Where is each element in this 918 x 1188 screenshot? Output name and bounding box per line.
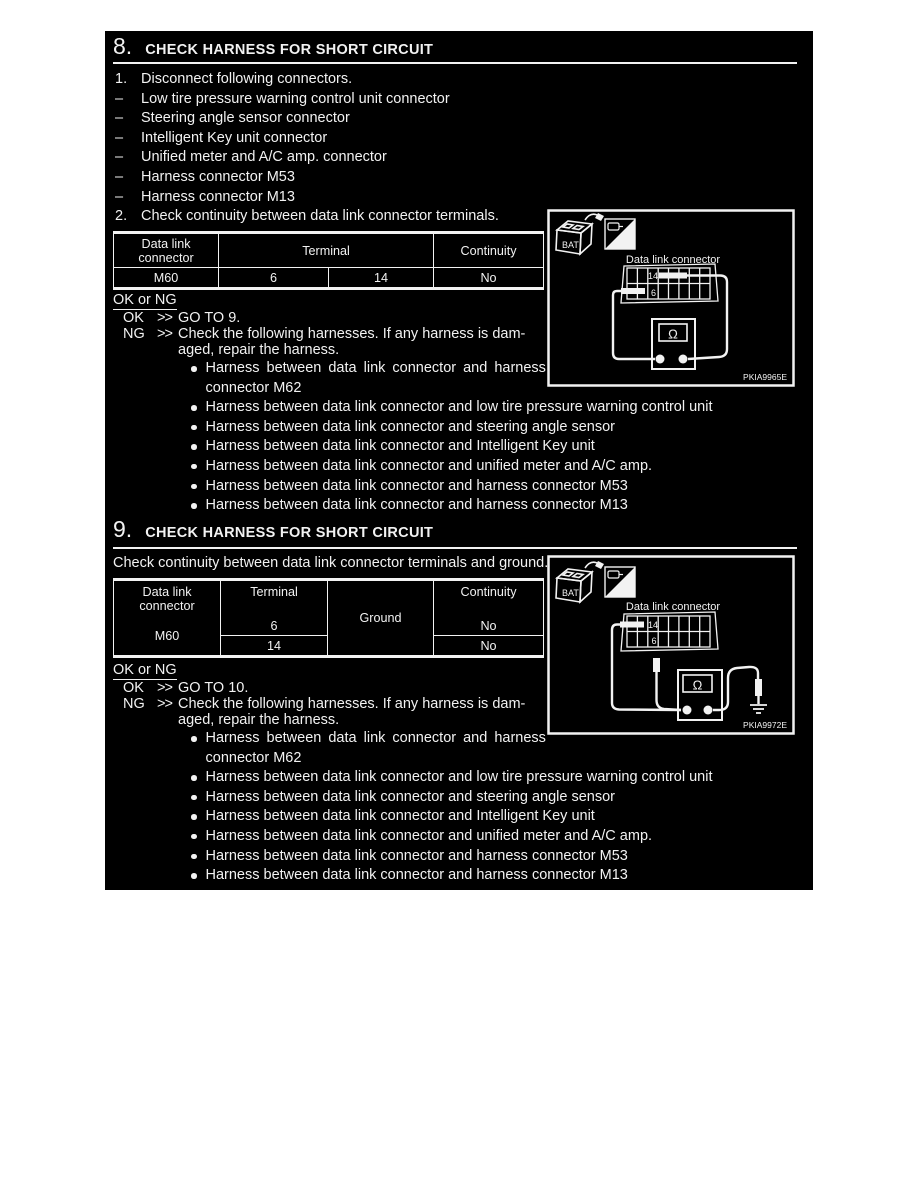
section-8-heading — [113, 33, 433, 60]
cell-terminal-a: 6 — [219, 268, 329, 289]
cell-terminal: Terminal 6 — [221, 580, 328, 636]
cell-terminal-b: 14 — [221, 636, 328, 657]
terminal-14-label: 14 — [647, 620, 659, 630]
ts-tester-icon — [605, 219, 635, 249]
bullet-icon — [191, 854, 197, 860]
bullet-icon — [191, 503, 197, 509]
ohm-symbol: Ω — [692, 677, 703, 693]
step-item: 1. Disconnect following connectors. — [115, 71, 353, 87]
terminal-6-label: 6 — [650, 288, 657, 298]
section-9-results — [123, 680, 525, 729]
result-arrow: >> — [157, 680, 172, 696]
cell-continuity-b: No — [434, 636, 544, 657]
svg-text:BAT: BAT — [562, 588, 579, 598]
continuity-table-9 — [113, 578, 544, 658]
cell-continuity: Continuity No — [434, 580, 544, 636]
list-item: Harness between data link connector and steering angle sensor — [191, 418, 751, 438]
bullet-icon — [191, 834, 197, 840]
data-link-connector-label: Data link connector — [625, 254, 721, 266]
list-item: Harness between data link connector and Intelligent Key unit — [191, 807, 751, 827]
figure-9-wiring-diagram — [547, 555, 795, 735]
bullet-icon — [191, 464, 197, 470]
ok-or-ng-label: OK or NG — [113, 292, 177, 308]
probe-terminal-14 — [659, 273, 687, 279]
bullet-icon — [191, 873, 197, 879]
list-item: Harness between data link connector and harness connector M62 — [191, 729, 751, 768]
test-leads — [612, 625, 759, 711]
table-header-continuity: Continuity — [434, 233, 544, 268]
heading-rule — [113, 62, 797, 64]
table-header-connector: Data link connector — [114, 233, 219, 268]
ohm-symbol: Ω — [668, 326, 678, 342]
data-link-connector-grid — [621, 264, 718, 303]
ohmmeter — [652, 319, 695, 369]
section-9-intro: Check continuity between data link connector terminals and ground. — [113, 555, 549, 571]
cell-connector: Data link connector M60 — [114, 580, 221, 657]
result-ng: NG >> Check the following harnesses. If any harness is dam- aged, repair the harness. — [123, 696, 526, 729]
step-item: 2. Check continuity between data link connector terminals. — [115, 208, 499, 225]
list-item: Harness between data link connector and unified meter and A/C amp. — [191, 457, 751, 477]
cell-connector: M60 — [114, 268, 219, 289]
battery-disconnect-icon — [556, 561, 604, 602]
list-item: Harness between data link connector and harness connector M53 — [191, 477, 751, 497]
result-arrow: >> — [157, 696, 172, 713]
ground-probe — [755, 679, 762, 696]
list-item: Harness between data link connector and low tire pressure warning control unit — [191, 768, 751, 788]
bullet-icon — [191, 484, 197, 490]
bullet-icon — [191, 775, 197, 781]
section-title: CHECK HARNESS FOR SHORT CIRCUIT — [145, 525, 434, 541]
list-item: Harness between data link connector and steering angle sensor — [191, 788, 751, 808]
figure-8-wiring-diagram — [547, 209, 795, 387]
bullet-icon — [191, 405, 197, 411]
step-item: – Harness connector M53 — [115, 168, 295, 185]
data-link-connector-label: Data link connector — [625, 601, 721, 613]
table-header-terminal: Terminal — [219, 233, 434, 268]
list-item: Harness between data link connector and harness connector M53 — [191, 847, 751, 867]
probe-terminal-14 — [620, 622, 644, 628]
probe-terminal-6 — [621, 288, 645, 294]
terminal-6-label: 6 — [651, 636, 657, 646]
svg-text:BAT: BAT — [562, 240, 579, 250]
svg-text:T.S.: T.S. — [617, 236, 632, 247]
step-item: – Unified meter and A/C amp. connector — [115, 149, 387, 166]
cell-terminal-b: 14 — [329, 268, 434, 289]
figure-border — [549, 557, 794, 734]
list-item: Harness between data link connector and low tire pressure warning control unit — [191, 398, 751, 418]
bullet-icon — [191, 814, 197, 820]
section-number: 9. — [113, 516, 133, 542]
step-item: – Intelligent Key unit connector — [115, 129, 328, 146]
list-item: Harness between data link connector and harness connector M13 — [191, 496, 751, 516]
terminal-14-label: 14 — [647, 271, 659, 281]
section-title: CHECK HARNESS FOR SHORT CIRCUIT — [145, 42, 434, 58]
bullet-icon — [191, 366, 197, 372]
svg-text:T.S.: T.S. — [617, 584, 632, 595]
table-row — [114, 268, 544, 289]
continuity-table-8 — [113, 231, 544, 290]
section-number: 8. — [113, 33, 133, 59]
ok-or-ng-label: OK or NG — [113, 662, 177, 678]
result-ok: OK >> GO TO 10. — [123, 680, 249, 696]
list-item: Harness between data link connector and harness connector M62 — [191, 359, 751, 398]
section-8-results — [123, 310, 525, 359]
heading-rule — [113, 547, 797, 549]
probe-terminal-6 — [653, 658, 660, 672]
figure-code: PKIA9965E — [743, 372, 787, 382]
cell-ground: Ground — [328, 580, 434, 657]
figure-border — [549, 211, 794, 386]
data-link-connector-grid — [621, 612, 718, 651]
section-8-steps — [115, 70, 675, 227]
result-arrow: >> — [157, 326, 172, 343]
bullet-icon — [191, 795, 197, 801]
section-9-heading — [113, 516, 433, 543]
bullet-icon — [191, 444, 197, 450]
result-ok: OK >> GO TO 9. — [123, 310, 241, 326]
cell-continuity: No — [434, 268, 544, 289]
list-item: Harness between data link connector and harness connector M13 — [191, 866, 751, 886]
ts-tester-icon — [605, 567, 635, 597]
step-item: – Steering angle sensor connector — [115, 110, 350, 127]
list-item: Harness between data link connector and Intelligent Key unit — [191, 437, 751, 457]
bullet-icon — [191, 425, 197, 431]
result-ng: NG >> Check the following harnesses. If any harness is dam- aged, repair the harness. — [123, 326, 526, 359]
section-9-harness-list — [191, 729, 751, 886]
list-item: Harness between data link connector and unified meter and A/C amp. — [191, 827, 751, 847]
battery-disconnect-icon — [556, 213, 604, 254]
bullet-icon — [191, 736, 197, 742]
ground-symbol-icon — [750, 705, 767, 713]
step-item: – Low tire pressure warning control unit connector — [115, 90, 450, 107]
manual-page-panel — [105, 31, 813, 890]
step-item: – Harness connector M13 — [115, 188, 295, 205]
result-arrow: >> — [157, 310, 172, 326]
ohmmeter — [678, 670, 722, 720]
figure-code: PKIA9972E — [743, 720, 787, 730]
